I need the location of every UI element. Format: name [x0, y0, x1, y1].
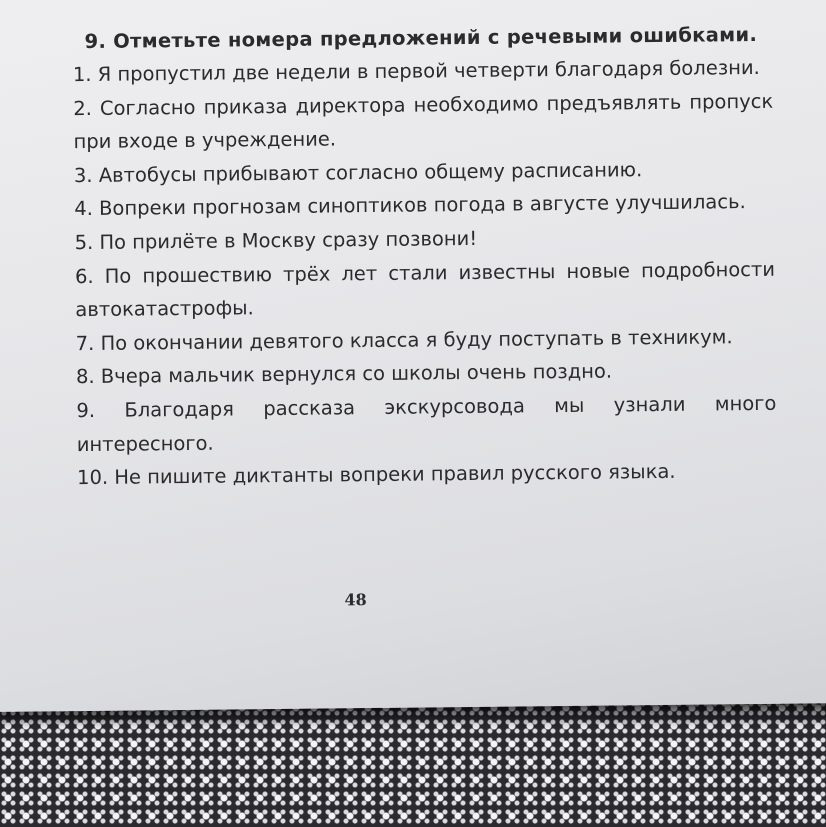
- exercise-block: [72, 18, 777, 495]
- sentence-item: 8. Вчера мальчик вернулся со школы очень поздно.: [75, 359, 613, 389]
- sentence-item: 2. Согласно приказа директора необходимо предъявлять пропуск при входе в учреждение.: [73, 89, 774, 154]
- sentence-item: 7. По окончании девятого класса я буду поступать в техникум.: [75, 324, 733, 355]
- page-number: 48: [344, 590, 367, 610]
- sentence-item: 1. Я пропустил две недели в первой четверти благодаря болезни.: [72, 55, 760, 87]
- sentence-item: 4. Вопреки прогнозам синоптиков погода в августе улучшилась.: [74, 190, 746, 221]
- sentence-item: 5. По прилёте в Москву сразу позвони!: [74, 226, 478, 255]
- sentence-item: 6. По прошествию трёх лет стали известны новые подробности автокатастрофы.: [74, 257, 776, 322]
- sentence-item: 9. Благодаря рассказа экскурсовода мы узнали много интересного.: [76, 391, 777, 456]
- sentence-item: 10. Не пишите диктанты вопреки правил русского языка.: [76, 459, 676, 490]
- exercise-heading: 9. Отметьте номера предложений с речевыми ошибками.: [84, 22, 758, 54]
- sentence-list: [73, 51, 778, 495]
- sentence-item: 3. Автобусы прибывают согласно общему расписанию.: [73, 157, 643, 187]
